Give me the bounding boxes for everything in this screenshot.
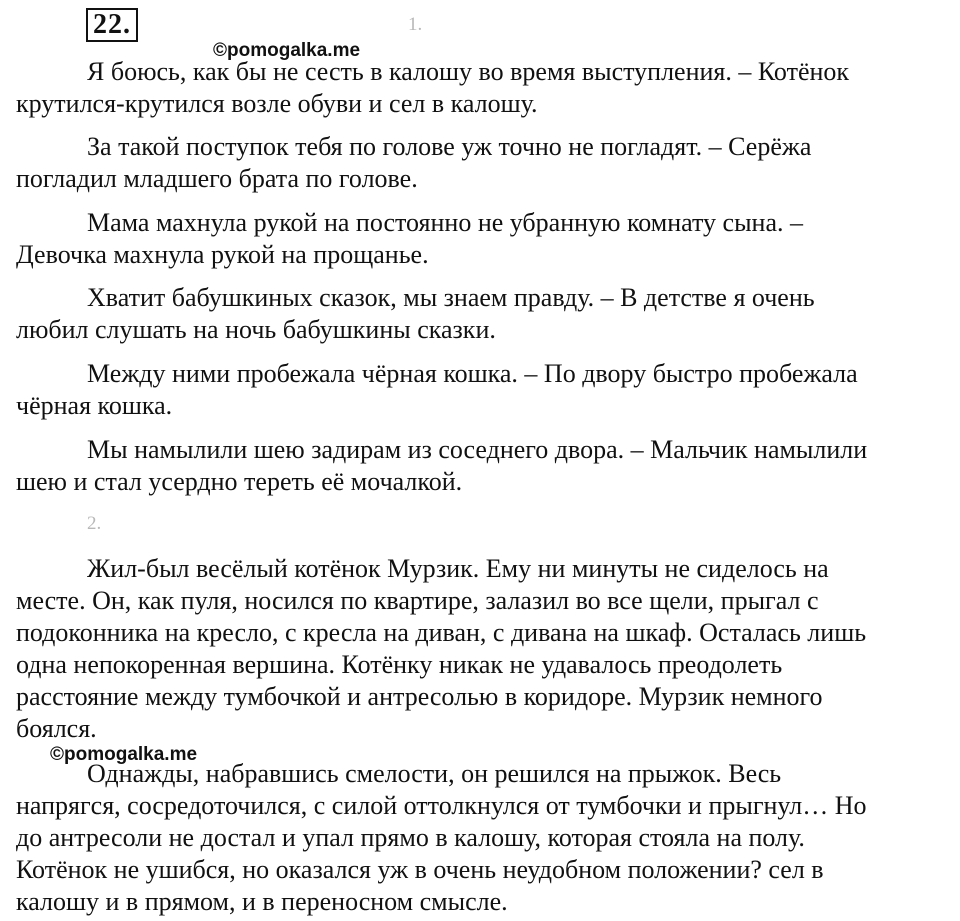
task-1-line: Мама махнула рукой на постоянно не убранную комнату сына. –	[87, 208, 803, 237]
watermark-top: ©pomogalka.me	[213, 40, 361, 61]
task-1-line: Между ними пробежала чёрная кошка. – По двору быстро пробежала	[87, 359, 858, 388]
exercise-number: 22.	[86, 8, 138, 42]
task-2-line: подоконника на кресло, с кресла на диван, с дивана на шкаф. Осталась лишь	[16, 618, 867, 647]
task-2-line: боялся.	[16, 714, 97, 743]
task-1-line: За такой поступок тебя по голове уж точно не погладят. – Серёжа	[87, 132, 812, 161]
task-2-number: 2.	[87, 513, 102, 534]
task-1-line: крутился-крутился возле обуви и сел в калошу.	[16, 89, 538, 118]
task-1-line: погладил младшего брата по голове.	[16, 164, 418, 193]
task-2-line: месте. Он, как пуля, носился по квартире, залазил во все щели, прыгал с	[16, 586, 819, 615]
task-1-number: 1.	[408, 14, 423, 35]
task-2-line: Однажды, набравшись смелости, он решился на прыжок. Весь	[87, 759, 782, 788]
task-1-line: Девочка махнула рукой на прощанье.	[16, 240, 429, 269]
task-1-line: Мы намылили шею задирам из соседнего двора. – Мальчик намылили	[87, 435, 868, 464]
task-1-line: Я боюсь, как бы не сесть в калошу во время выступления. – Котёнок	[87, 57, 850, 86]
task-2-line: Жил-был весёлый котёнок Мурзик. Ему ни минуты не сиделось на	[87, 554, 829, 583]
task-1-line: Хватит бабушкиных сказок, мы знаем правду. – В детстве я очень	[87, 283, 815, 312]
task-2-line: Котёнок не ушибся, но оказался уж в очень неудобном положении? сел в	[16, 855, 824, 884]
task-2-line: до антресоли не достал и упал прямо в калошу, которая стояла на полу.	[16, 823, 805, 852]
task-2-line: напрягся, сосредоточился, с силой оттолкнулся от тумбочки и прыгнул… Но	[16, 791, 867, 820]
task-2-line: одна непокоренная вершина. Котёнку никак не удавалось преодолеть	[16, 650, 783, 679]
task-2-line: калошу и в прямом, и в переносном смысле.	[16, 887, 508, 916]
task-1-line: чёрная кошка.	[16, 391, 173, 420]
task-1-line: любил слушать на ночь бабушкины сказки.	[16, 315, 496, 344]
task-2-line: расстояние между тумбочкой и антресолью в коридоре. Мурзик немного	[16, 682, 823, 711]
task-1-line: шею и стал усердно тереть её мочалкой.	[16, 467, 463, 496]
watermark-bottom: ©pomogalka.me	[50, 744, 198, 765]
